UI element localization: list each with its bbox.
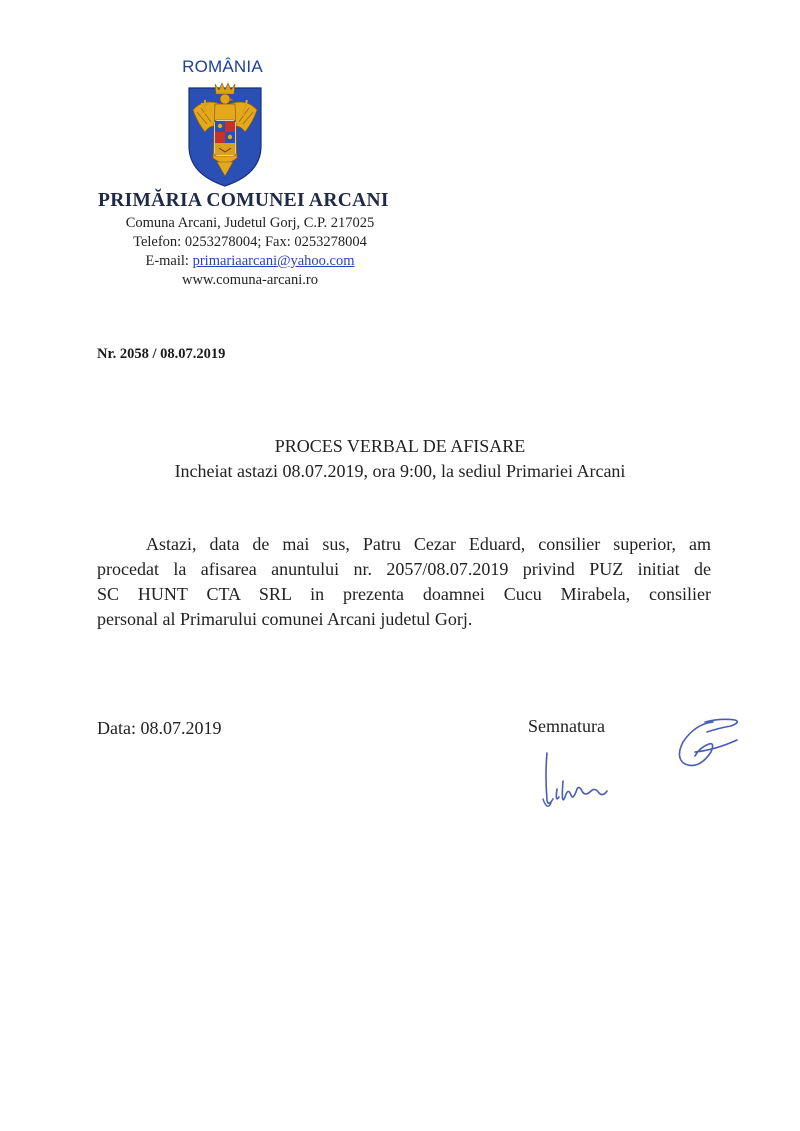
email-row <box>90 252 410 270</box>
body-line-3: SC HUNT CTA SRL in prezenta doamnei Cucu Mirabela, consilier <box>97 584 711 604</box>
date-label: Data: 08.07.2019 <box>97 718 222 738</box>
country-label: ROMÂNIA <box>182 57 263 76</box>
body-line-1: Astazi, data de mai sus, Patru Cezar Eduard, consilier superior, am <box>146 534 711 554</box>
email-label: E-mail: <box>145 253 189 269</box>
body-line-4: personal al Primarului comunei Arcani judetul Gorj. <box>97 609 473 629</box>
institution-name: PRIMĂRIA COMUNEI ARCANI <box>98 190 389 211</box>
email-link[interactable]: primariaarcani@yahoo.com <box>192 253 355 269</box>
registration-number: Nr. 2058 / 08.07.2019 <box>97 346 226 362</box>
signature-mark <box>535 745 625 815</box>
signature-initials-mark <box>665 712 745 774</box>
phone-fax: Telefon: 0253278004; Fax: 0253278004 <box>133 234 367 250</box>
body-line-2: procedat la afisarea anuntului nr. 2057/08.07.2019 privind PUZ initiat de <box>97 559 711 579</box>
address: Comuna Arcani, Judetul Gorj, C.P. 217025 <box>125 215 375 231</box>
document-subtitle: Incheiat astazi 08.07.2019, ora 9:00, la sediul Primariei Arcani <box>174 461 626 481</box>
website: www.comuna-arcani.ro <box>182 272 318 288</box>
document-title: PROCES VERBAL DE AFISARE <box>274 436 526 456</box>
romania-coat-of-arms-icon <box>185 80 265 188</box>
signature-label: Semnatura <box>528 716 605 736</box>
